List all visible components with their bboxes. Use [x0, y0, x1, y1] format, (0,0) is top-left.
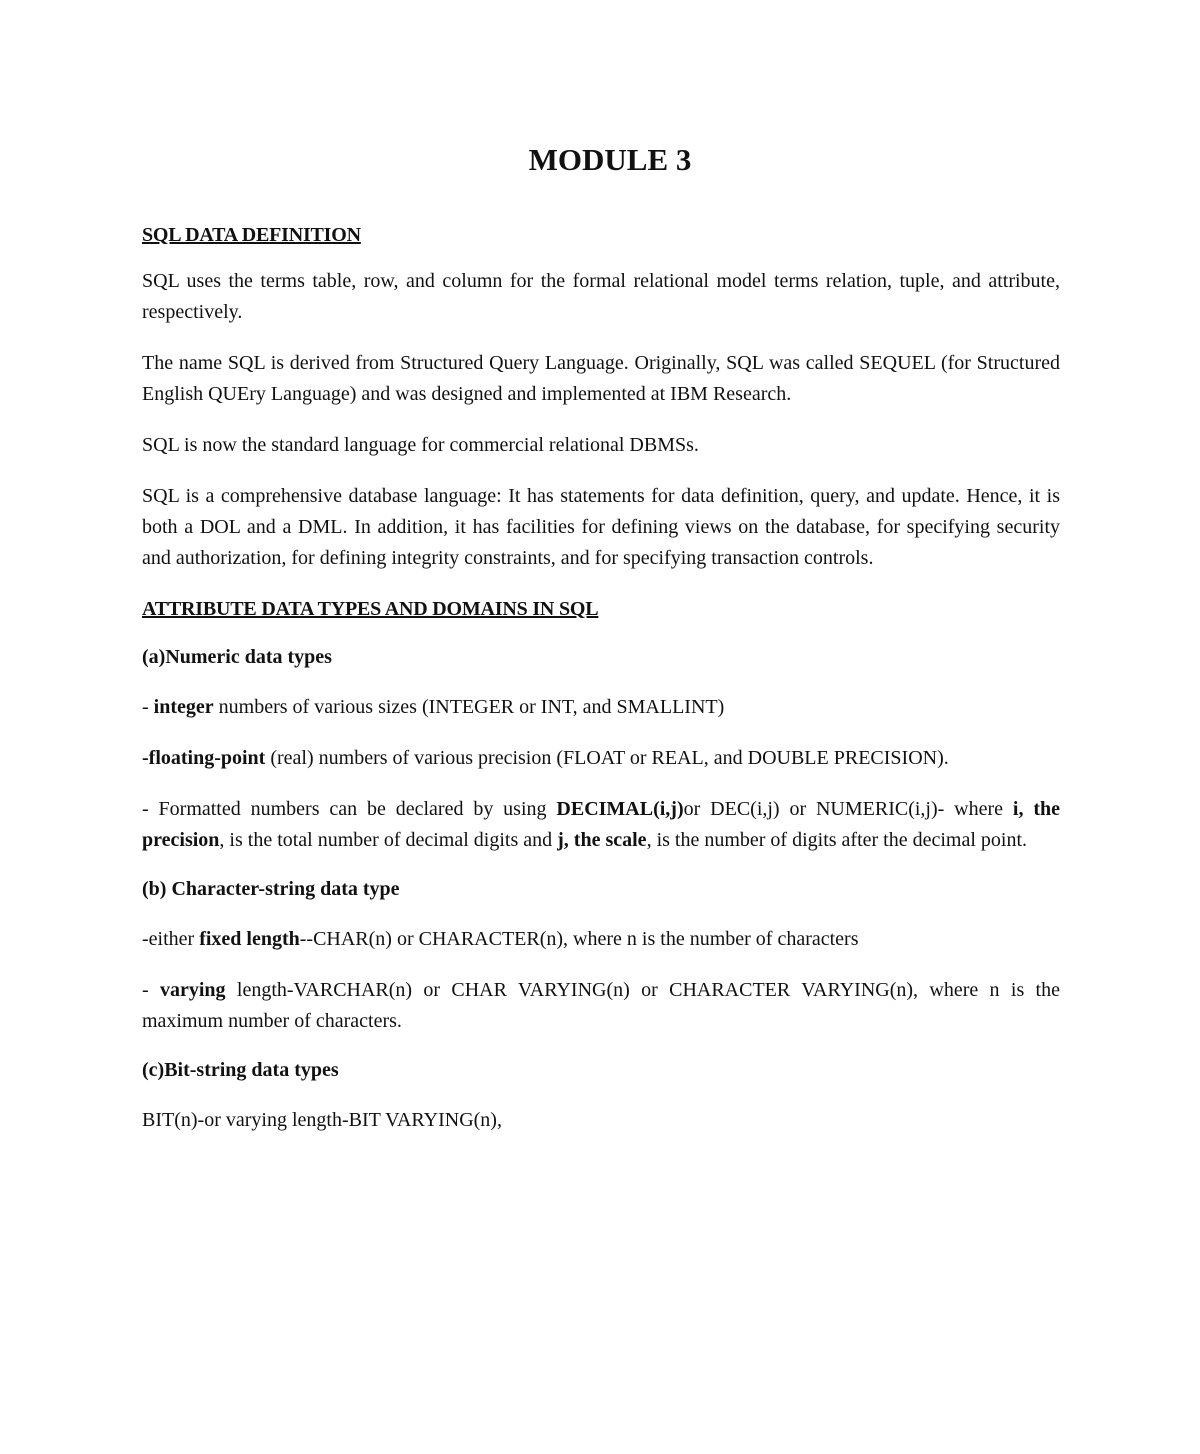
paragraph-comprehensive: SQL is a comprehensive database language: It has statements for data definition, query, and update. Hence, it is both a DOL and a DML. In addition, it has facilities for defining views on the database, for specifying security and authorization, for defining integrity constraints, and for specifying transaction controls.: [142, 485, 1060, 569]
float-keyword: -floating-point: [142, 747, 266, 769]
decimal-text-c: or DEC(i,j) or NUMERIC(i,j)- where: [683, 798, 1013, 820]
decimal-text-a: - Formatted numbers can be declared by using: [142, 798, 557, 820]
bit-types-label: (c)Bit-string data types: [142, 1059, 339, 1081]
integer-description: numbers of various sizes (INTEGER or INT, and SMALLINT): [213, 696, 725, 718]
numeric-types-label: (a)Numeric data types: [142, 646, 332, 668]
float-line: [142, 743, 1060, 774]
precision-term: i, the precision: [142, 798, 1060, 851]
page-title: [142, 0, 1060, 180]
integer-prefix: -: [142, 696, 154, 718]
integer-line: [142, 692, 1060, 723]
fixed-length-line: [142, 924, 1060, 955]
paragraph-terms: SQL uses the terms table, row, and column for the formal relational model terms relation, tuple, and attribute, respectively.: [142, 270, 1060, 323]
varying-text-a: -: [142, 979, 160, 1001]
integer-keyword: integer: [153, 696, 214, 718]
varying-length-line: [142, 975, 1060, 1037]
bit-line: BIT(n)-or varying length-BIT VARYING(n),: [142, 1109, 502, 1131]
decimal-text-e: , is the total number of decimal digits and: [219, 829, 558, 851]
float-description: (real) numbers of various precision (FLOAT or REAL, and DOUBLE PRECISION).: [265, 747, 949, 769]
varying-keyword: varying: [160, 979, 226, 1001]
fixed-text-c: --CHAR(n) or CHARACTER(n), where n is the number of characters: [299, 928, 859, 950]
paragraph-standard: SQL is now the standard language for commercial relational DBMSs.: [142, 434, 699, 456]
decimal-keyword: DECIMAL(i,j): [556, 798, 684, 820]
paragraph-name-origin: The name SQL is derived from Structured Query Language. Originally, SQL was called SEQUEL (for Structured English QUEry Language) and was designed and implemented at IBM Research.: [142, 352, 1060, 405]
section-heading-attribute-types: ATTRIBUTE DATA TYPES AND DOMAINS IN SQL: [142, 598, 599, 620]
decimal-line: [142, 794, 1060, 856]
section-heading-sql-data-definition: SQL DATA DEFINITION: [142, 224, 361, 246]
varying-text-c: length-VARCHAR(n) or CHAR VARYING(n) or CHARACTER VARYING(n), where n is the maximum number of characters.: [142, 979, 1060, 1032]
scale-term: j, the scale: [557, 829, 647, 851]
page-title-text: MODULE 3: [528, 142, 692, 177]
fixed-text-a: -either: [142, 928, 200, 950]
fixed-length-keyword: fixed length: [199, 928, 300, 950]
decimal-text-g: , is the number of digits after the decimal point.: [646, 829, 1028, 851]
character-types-label: (b) Character-string data type: [142, 878, 400, 900]
